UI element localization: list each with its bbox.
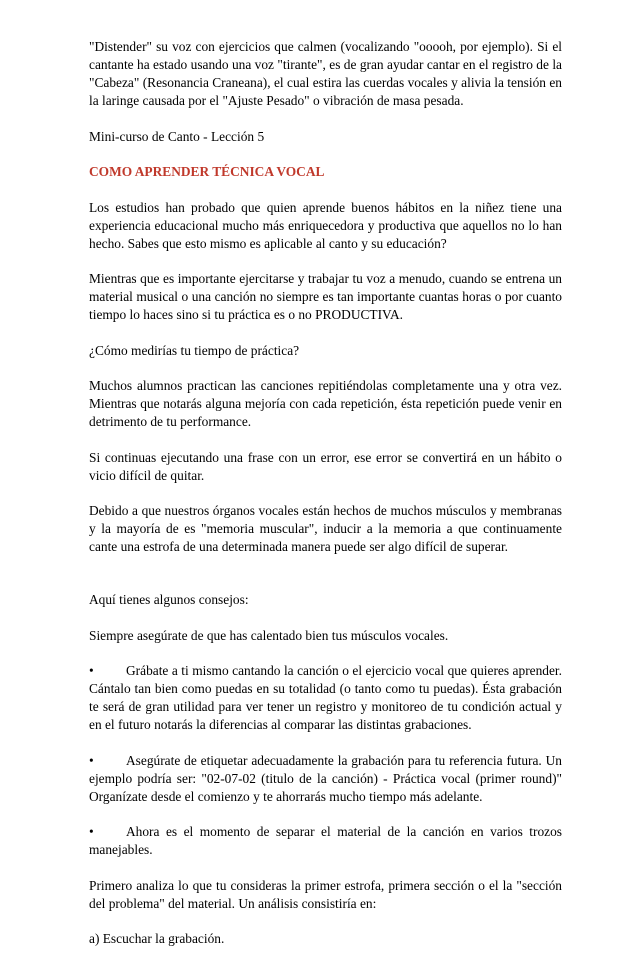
paragraph-pregunta: ¿Cómo medirías tu tiempo de práctica? [89, 342, 300, 358]
paragraph-muchos: Muchos alumnos practican las canciones repitiéndolas completamente una y otra vez. Mientras que notarás alguna mejoría con cada repetición, ésta repetición puede venir en detrimento de tu performance. [89, 378, 562, 429]
intro-paragraph: "Distender" su voz con ejercicios que calmen (vocalizando "ooooh, por ejemplo). Si el cantante ha estado usando una voz "tirante", es de gran ayudar cantar en el registro de la "Cabeza" (Resonancia Craneana), el cual estira las cuerdas vocales y alivia la tensión en la laringe causada por el "Ajuste Pesado" o vibración de masa pesada. [89, 39, 562, 108]
bullet-text: Grábate a ti mismo cantando la canción o el ejercicio vocal que quieres aprender. Cántalo tan bien como puedas en su totalidad (o tanto como tu puedas). Ésta grabación te será de gran utilidad para ver tener un registro y monitoreo de tu condición actual y en el futuro notarás la diferencias al comparar las distintas grabaciones. [89, 663, 562, 732]
blank-line [89, 574, 562, 592]
section-heading: COMO APRENDER TÉCNICA VOCAL [89, 164, 325, 179]
paragraph-a: a) Escuchar la grabación. [89, 931, 225, 946]
bullet-icon: • [89, 752, 94, 768]
bullet-item-1 [89, 662, 562, 734]
bullet-text: Ahora es el momento de separar el material de la canción en varios trozos manejables. [89, 824, 562, 857]
paragraph-si: Si continuas ejecutando una frase con un error, ese error se convertirá en un hábito o vicio difícil de quitar. [89, 449, 562, 483]
bullet-icon: • [89, 663, 94, 678]
bullet-text: Asegúrate de etiquetar adecuadamente la grabación para tu referencia futura. Un ejemplo podría ser: "02-07-02 (titulo de la canción) - Práctica vocal (primer round)" Organízate desde el comienzo y te ahorrarás mucho tiempo más adelante. [89, 752, 562, 804]
paragraph-debido: Debido a que nuestros órganos vocales están hechos de muchos músculos y membranas y la mayoría de es "memoria muscular", inducir a la memoria a que continuamente cante una estrofa de una determinada manera puede ser algo difícil de superar. [89, 503, 562, 554]
paragraph-primero: Primero analiza lo que tu consideras la primer estrofa, primera sección o el la "sección del problema" del material. Un análisis consistiría en: [89, 877, 562, 911]
paragraph-siempre: Siempre asegúrate de que has calentado bien tus músculos vocales. [89, 627, 449, 643]
paragraph-consejos: Aquí tienes algunos consejos: [89, 592, 249, 607]
bullet-item-2 [89, 752, 562, 806]
bullet-icon: • [89, 824, 94, 839]
bullet-item-3 [89, 823, 562, 859]
lesson-subtitle: Mini-curso de Canto - Lección 5 [89, 128, 265, 144]
paragraph-mientras: Mientras que es importante ejercitarse y trabajar tu voz a menudo, cuando se entrena un material musical o una canción no siempre es tan importante cuantas horas o por cuanto tiempo lo haces sino si tu práctica es o no PRODUCTIVA. [89, 271, 562, 322]
paragraph-estudios: Los estudios han probado que quien aprende buenos hábitos en la niñez tiene una experiencia educacional mucho más enriquecedora y productiva que aquellos no lo han hecho. Sabes que esto mismo es aplicable al canto y su educación? [89, 199, 562, 251]
document-page [89, 38, 562, 966]
